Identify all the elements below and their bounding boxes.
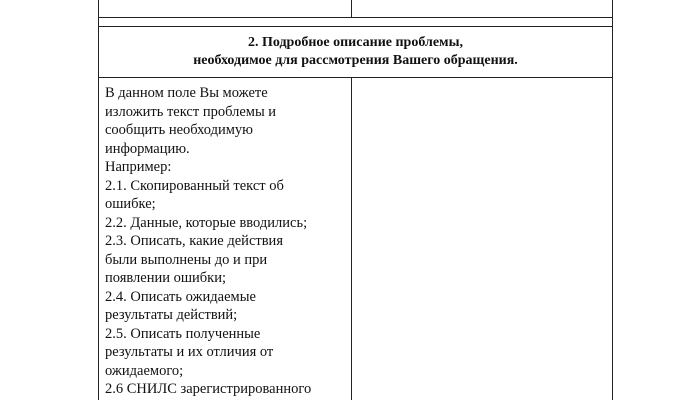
instruction-line: 2.5. Описать полученные <box>105 325 261 342</box>
instruction-line: В данном поле Вы можете <box>105 85 268 101</box>
spacer-cell <box>99 18 613 27</box>
instruction-line: были выполнены до и при <box>105 251 268 268</box>
instruction-line: 2.1. Скопированный текст об <box>105 177 284 194</box>
instruction-line: 2.2. Данные, которые вводились; <box>105 214 308 231</box>
section1-input-cell[interactable] <box>352 0 613 18</box>
instruction-line: результаты действий; <box>105 307 238 323</box>
instruction-line: результаты и их отличия от <box>105 344 274 360</box>
instruction-line: ошибке; <box>105 196 156 212</box>
problem-description-input-cell[interactable] <box>352 78 613 400</box>
appeal-form-table <box>98 0 613 400</box>
section2-title-line2: необходимое для рассмотрения Вашего обращения. <box>193 53 518 68</box>
instruction-line: 2.4. Описать ожидаемые <box>105 288 256 305</box>
instruction-line: 2.3. Описать, какие действия <box>105 233 283 249</box>
instructions-cell <box>99 78 352 400</box>
instruction-line: сообщить необходимую <box>105 122 254 138</box>
section2-title-line1: 2. Подробное описание проблемы, <box>247 35 464 50</box>
instruction-line: появлении ошибки; <box>105 270 227 286</box>
section1-row <box>99 0 613 18</box>
section1-label-cell <box>99 0 352 18</box>
spacer-row <box>99 18 613 27</box>
instruction-line: 2.6 СНИЛС зарегистрированного <box>105 381 312 397</box>
section2-body-row <box>99 78 613 400</box>
instruction-line: изложить текст проблемы и <box>105 103 277 120</box>
instruction-line: информацию. <box>105 140 190 157</box>
instruction-line: Например: <box>105 159 172 175</box>
section2-header-cell <box>99 27 613 78</box>
section2-header-row <box>99 27 613 78</box>
instruction-line: ожидаемого; <box>105 362 184 379</box>
